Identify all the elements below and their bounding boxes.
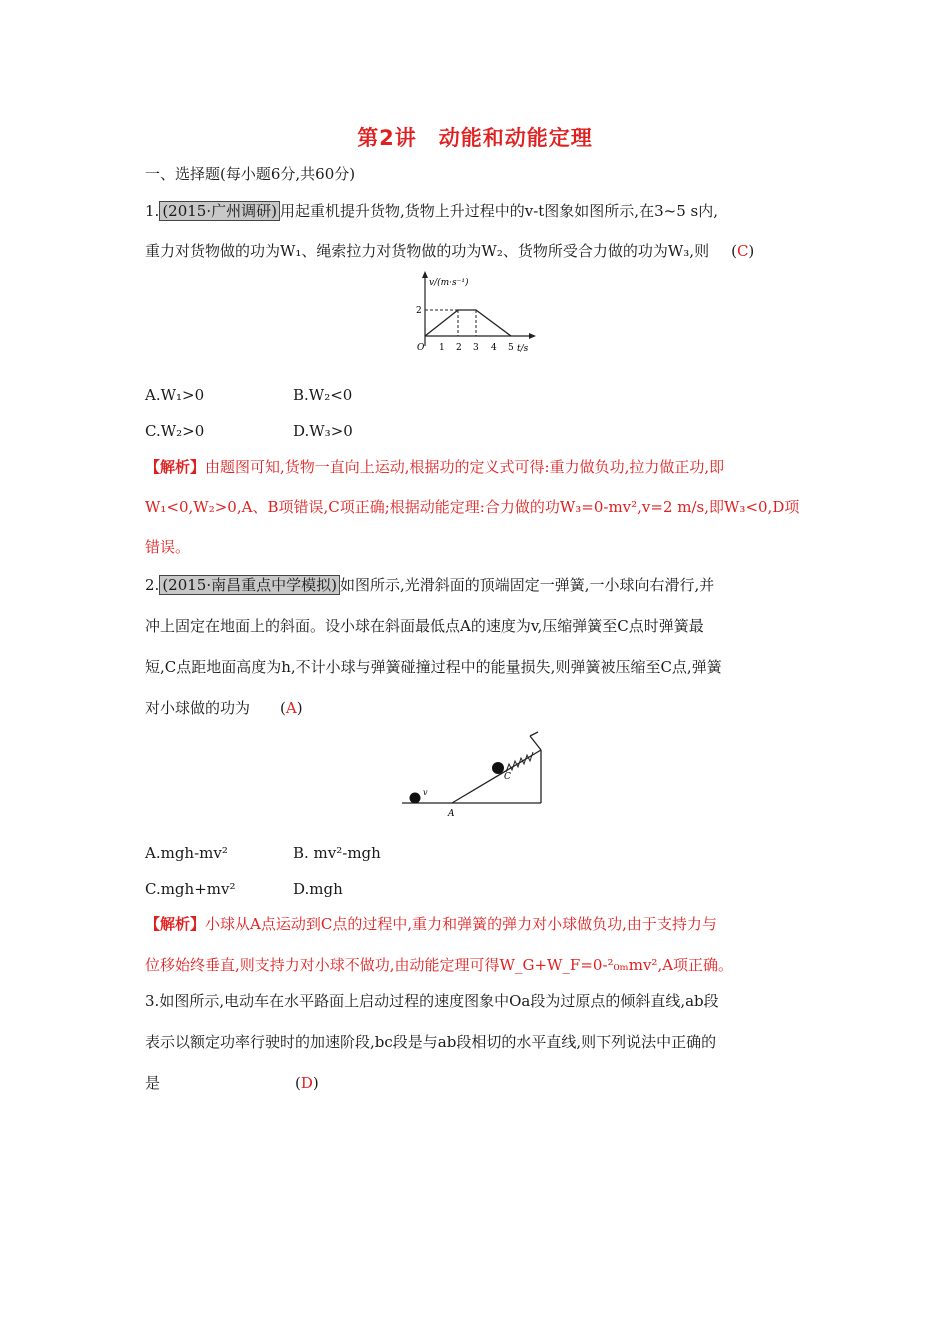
q2-analysis-line2: 位移始终垂直,则支持力对小球不做功,由动能定理可得W_G+W_F=0-²₀ₘmv²,A项正确。 [145, 956, 734, 974]
q2-analysis-line1: 【解析】小球从A点运动到C点的过程中,重力和弹簧的弹力对小球做负功,由于支持力与 [145, 915, 717, 933]
q1-text-line2: 重力对货物做的功为W₁、绳索拉力对货物做的功为W₂、货物所受合力做的功为W₃,则 [145, 242, 710, 260]
q1-source-tag: (2015·广州调研) [159, 201, 280, 221]
graph-x-tick: 2 [456, 343, 462, 353]
q1-analysis-line1: 【解析】由题图可知,货物一直向上运动,根据功的定义式可得:重力做负功,拉力做正功,即 [145, 458, 725, 476]
q1-answer: C [736, 242, 749, 260]
q1-option-a: A.W₁>0 [145, 386, 205, 404]
vt-graph [408, 270, 538, 358]
velocity-label: v [423, 788, 428, 797]
q2-option-a: A.mgh-mv² [145, 844, 228, 862]
graph-x-tick: 3 [473, 343, 479, 353]
question-1 [145, 200, 718, 222]
question-3: 3.如图所示,电动车在水平路面上启动过程的速度图象中Oa段为过原点的倾斜直线,ab段 [145, 992, 719, 1010]
graph-x-tick: 4 [491, 343, 497, 353]
q2-option-d: D.mgh [293, 880, 343, 898]
graph-x-tick: 5 [508, 343, 514, 353]
q3-text-line3: 是 (D) [145, 1074, 319, 1092]
page-title: 第2讲 动能和动能定理 [357, 126, 593, 150]
section-heading: 一、选择题(每小题6分,共60分) [145, 165, 356, 183]
q2-text-line4: 对小球做的功为 (A) [145, 699, 303, 717]
q2-option-b: B. mv²-mgh [293, 844, 381, 862]
q1-option-d: D.W₃>0 [293, 422, 353, 440]
q2-option-c: C.mgh+mv² [145, 880, 236, 898]
graph-x-label: t/s [517, 344, 529, 354]
point-a-label: A [448, 809, 455, 819]
q2-text-line2: 冲上固定在地面上的斜面。设小球在斜面最低点A的速度为v,压缩弹簧至C点时弹簧最 [145, 617, 704, 635]
ball-rolling [410, 793, 421, 804]
graph-y-label: v/(m·s⁻¹) [429, 278, 469, 288]
q1-option-c: C.W₂>0 [145, 422, 205, 440]
q2-text-line3: 短,C点距地面高度为h,不计小球与弹簧碰撞过程中的能量损失,则弹簧被压缩至C点,弹簧 [145, 658, 722, 676]
q1-number: 1. [145, 202, 160, 220]
q3-answer: D [300, 1074, 313, 1092]
q1-option-b: B.W₂<0 [293, 386, 353, 404]
point-c-label: C [504, 772, 511, 782]
q2-source-tag: (2015·南昌重点中学模拟) [159, 575, 340, 595]
q1-text-line1: 用起重机提升货物,货物上升过程中的v-t图象如图所示,在3~5 s内, [279, 202, 718, 220]
q2-number: 2. [145, 576, 160, 594]
graph-y-tick: 2 [416, 306, 422, 316]
q3-number: 3. [145, 992, 160, 1010]
q3-text-line2: 表示以额定功率行驶时的加速阶段,bc段是与ab段相切的水平直线,则下列说法中正确的 [145, 1033, 717, 1051]
q2-analysis-label: 【解析】 [145, 915, 206, 933]
graph-x-tick: 1 [439, 343, 445, 353]
question-2: 2. (2015·南昌重点中学模拟) 如图所示,光滑斜面的顶端固定一弹簧,一小球向右滑行,并 [145, 576, 715, 594]
q2-answer: A [285, 699, 297, 717]
question-1-line2: 重力对货物做的功为W₁、绳索拉力对货物做的功为W₂、货物所受合力做的功为W₃,则 (C) [145, 242, 755, 260]
ball-at-c [492, 762, 504, 774]
q1-analysis-label: 【解析】 [145, 458, 206, 476]
q1-analysis-line2: W₁<0,W₂>0,A、B项错误,C项正确;根据动能定理:合力做的功W₃=0-mv²,v=2 m/s,即W₃<0,D项 [145, 498, 800, 516]
graph-origin: O [417, 343, 425, 353]
incline-figure [402, 728, 547, 820]
q1-analysis-line3: 错误。 [145, 538, 191, 556]
